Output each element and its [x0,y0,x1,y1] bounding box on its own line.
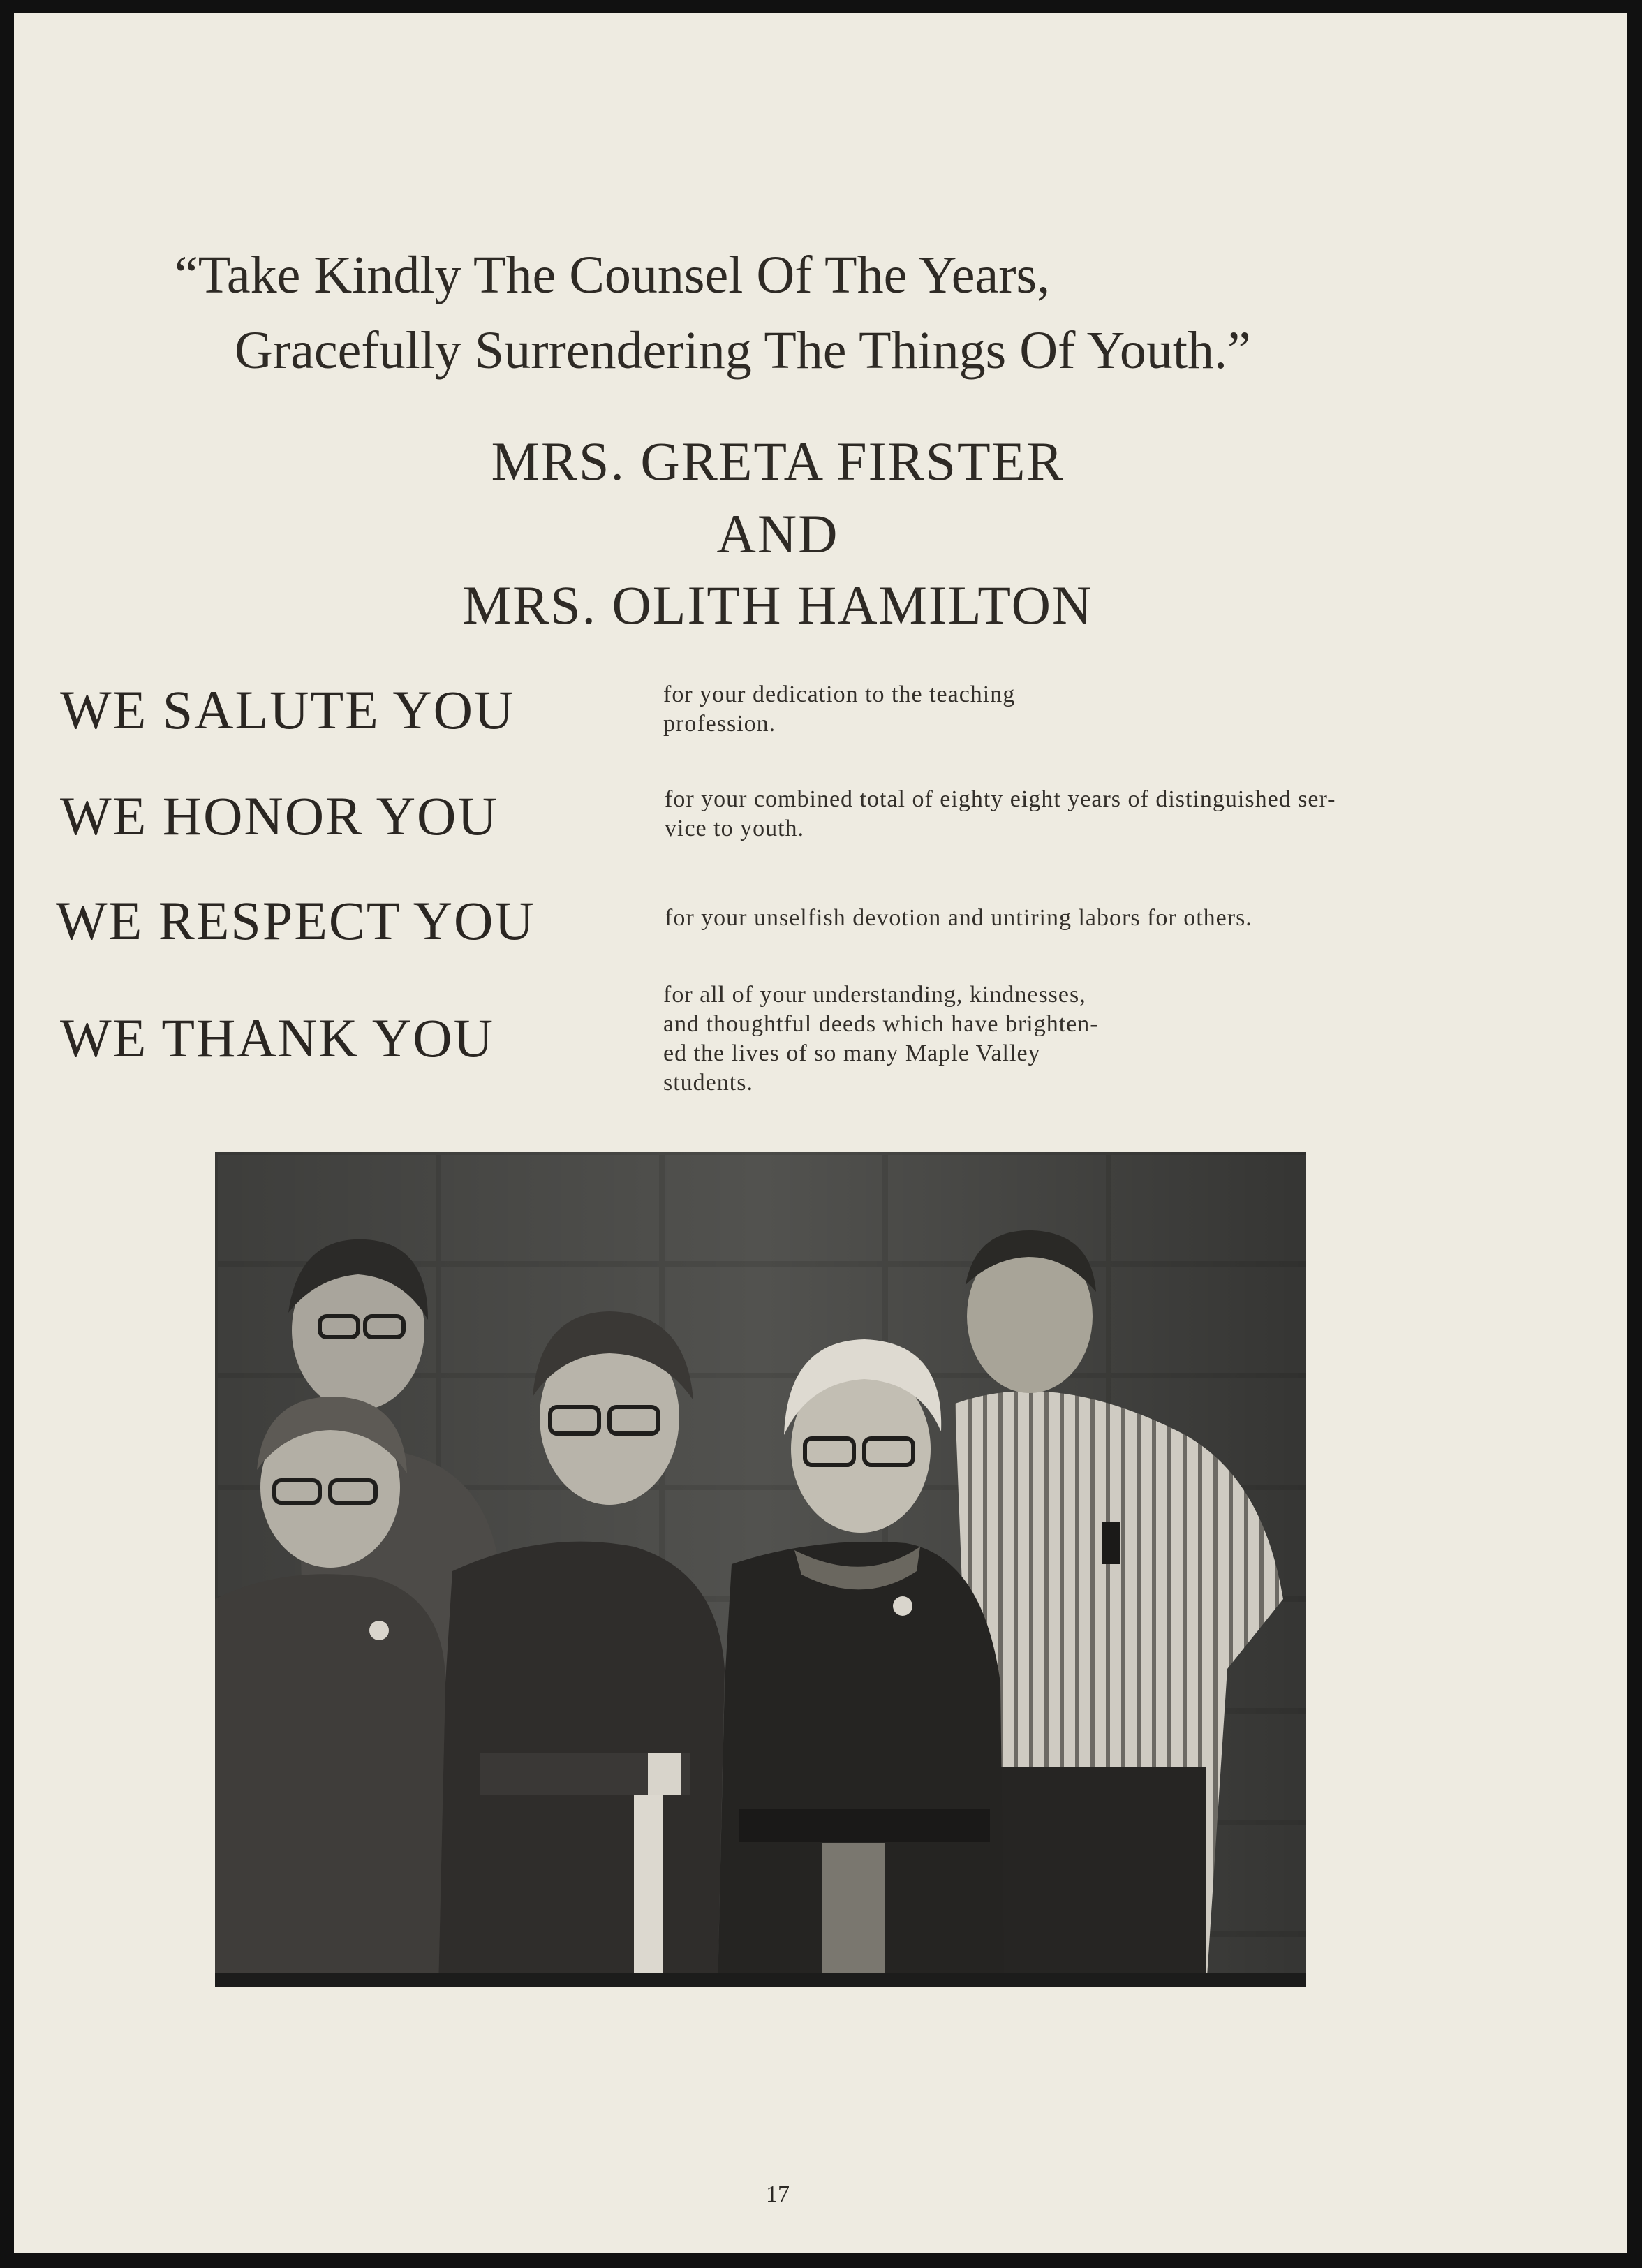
yearbook-page [14,13,1627,2253]
honoree-name-2: MRS. OLITH HAMILTON [462,575,1093,635]
page-number: 17 [766,2181,790,2207]
tribute-heading-thank: WE THANK YOU [60,1008,494,1068]
honoree-conjunction: AND [716,503,839,564]
tribute-text-honor: for your combined total of eighty eight years of distinguished ser- vice to youth. [665,786,1336,841]
tribute-text-respect: for your unselfish devotion and untiring labors for others. [665,905,1252,931]
tribute-text-salute: for your dedication to the teaching profession. [663,682,1016,737]
quote-line-2: Gracefully Surrendering The Things Of Youth.” [235,321,1251,380]
group-photo [215,1152,1306,1987]
honoree-name-1: MRS. GRETA FIRSTER [491,431,1065,492]
tribute-heading-salute: WE SALUTE YOU [60,679,515,740]
tribute-text-thank: for all of your understanding, kindnesses, and thoughtful deeds which have brighten- ed the lives of so many Maple Valley students. [663,982,1099,1096]
tribute-heading-respect: WE RESPECT YOU [56,890,535,951]
tribute-heading-honor: WE HONOR YOU [60,786,498,846]
quote-line-1: “Take Kindly The Counsel Of The Years, [175,246,1051,304]
